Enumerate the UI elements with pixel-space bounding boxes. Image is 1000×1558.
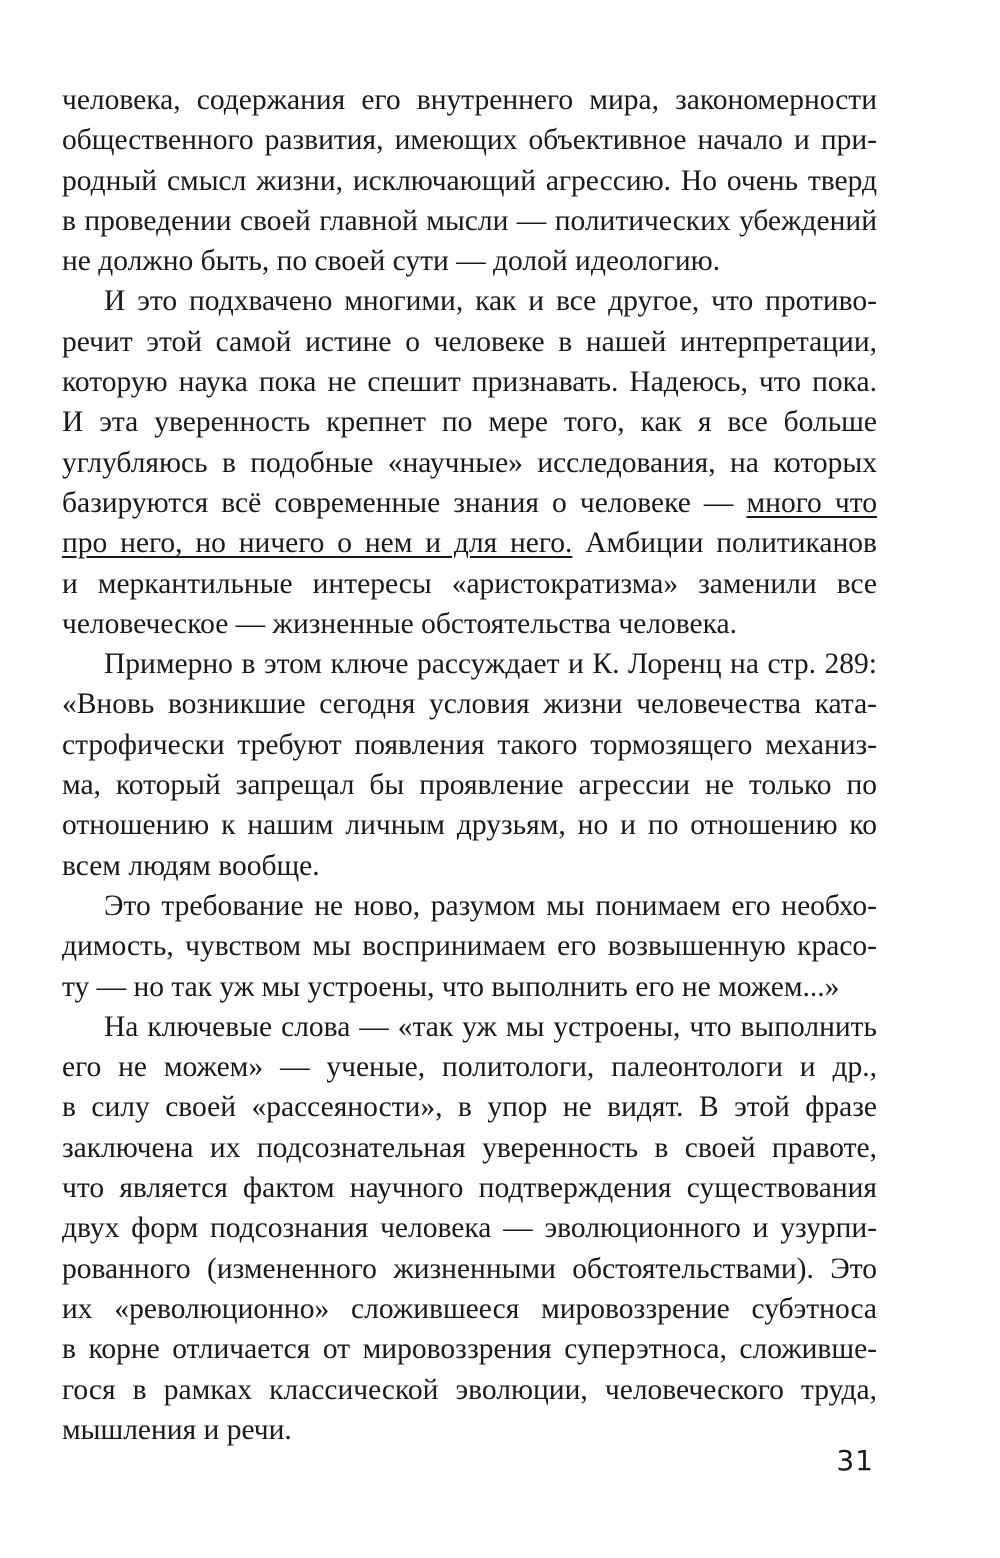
- underlined-text: про него, но ничего о нем и для него.: [62, 527, 573, 560]
- text-line: отношению к нашим личным друзьям, но и по отношению ко: [62, 809, 877, 842]
- text-line: ту — но так уж мы устроены, что выполнить его не можем...»: [62, 970, 840, 1003]
- text-line: и меркантильные интересы «аристократизма» заменили все: [62, 567, 877, 600]
- text-line: И эта уверенность крепнет по мере того, как я все больше: [62, 406, 877, 439]
- text-line: гося в рамках классической эволюции, человеческого труда,: [62, 1373, 877, 1406]
- text-line: углубляюсь в подобные «научные» исследования, на которых: [62, 446, 877, 479]
- text-line: человека, содержания его внутреннего мира, закономерности: [62, 84, 877, 116]
- text-line: «Вновь возникшие сегодня условия жизни человечества ката-: [62, 688, 877, 721]
- text-line: что является фактом научного подтверждения существования: [62, 1172, 877, 1205]
- text-line: На ключевые слова — «так уж мы устроены, что выполнить: [104, 1010, 877, 1043]
- underlined-text: много что: [746, 486, 877, 519]
- text-line: которую наука пока не спешит признавать. Надеюсь, что пока.: [62, 366, 877, 399]
- text-line: в корне отличается от мировоззрения суперэтноса, сложивше-: [62, 1333, 877, 1366]
- text-line: димость, чувством мы воспринимаем его возвышенную красо-: [62, 930, 877, 963]
- text-line: их «революционно» сложившееся мировоззрение субэтноса: [62, 1292, 877, 1325]
- book-page-text: [62, 80, 877, 1450]
- text-line: мышления и речи.: [62, 1413, 292, 1446]
- paragraph-1: [62, 80, 877, 281]
- text-line: Примерно в этом ключе рассуждает и К. Лоренц на стр. 289:: [104, 648, 877, 681]
- text-segment: Амбиции политиканов: [572, 527, 877, 560]
- paragraph-5: [62, 1007, 877, 1450]
- page-number: 31: [836, 1444, 874, 1477]
- text-line: всем людям вообще.: [62, 849, 320, 882]
- paragraph-3: [62, 644, 877, 886]
- text-line: человеческое — жизненные обстоятельства человека.: [62, 607, 737, 640]
- text-line: речит этой самой истине о человеке в нашей интерпретации,: [62, 325, 877, 358]
- text-line: двух форм подсознания человека — эволюционного и узурпи-: [62, 1212, 877, 1245]
- text-line: не должно быть, по своей сути — долой идеологию.: [62, 245, 721, 278]
- text-line: заключена их подсознательная уверенность в своей правоте,: [62, 1131, 877, 1164]
- text-line: в проведении своей главной мысли — политических убеждений: [62, 204, 877, 237]
- text-line: [62, 523, 877, 563]
- text-line: строфически требуют появления такого тормозящего механиз-: [62, 728, 877, 761]
- paragraph-2: [62, 281, 877, 644]
- text-line: родный смысл жизни, исключающий агрессию. Но очень тверд: [62, 164, 877, 197]
- text-segment: базируются всё современные знания о человеке —: [62, 486, 747, 519]
- text-line: его не можем» — ученые, политологи, палеонтологи и др.,: [62, 1051, 877, 1084]
- text-line: рованного (измененного жизненными обстоятельствами). Это: [62, 1252, 877, 1285]
- paragraph-4: [62, 886, 877, 1007]
- text-line: общественного развития, имеющих объективное начало и при-: [62, 124, 877, 157]
- text-line: Это требование не ново, разумом мы понимаем его необхо-: [104, 889, 877, 922]
- text-line: в силу своей «рассеяности», в упор не видят. В этой фразе: [62, 1091, 877, 1124]
- text-line: И это подхвачено многими, как и все другое, что противо-: [104, 285, 877, 318]
- text-line: [62, 483, 877, 523]
- text-line: ма, который запрещал бы проявление агрессии не только по: [62, 769, 877, 802]
